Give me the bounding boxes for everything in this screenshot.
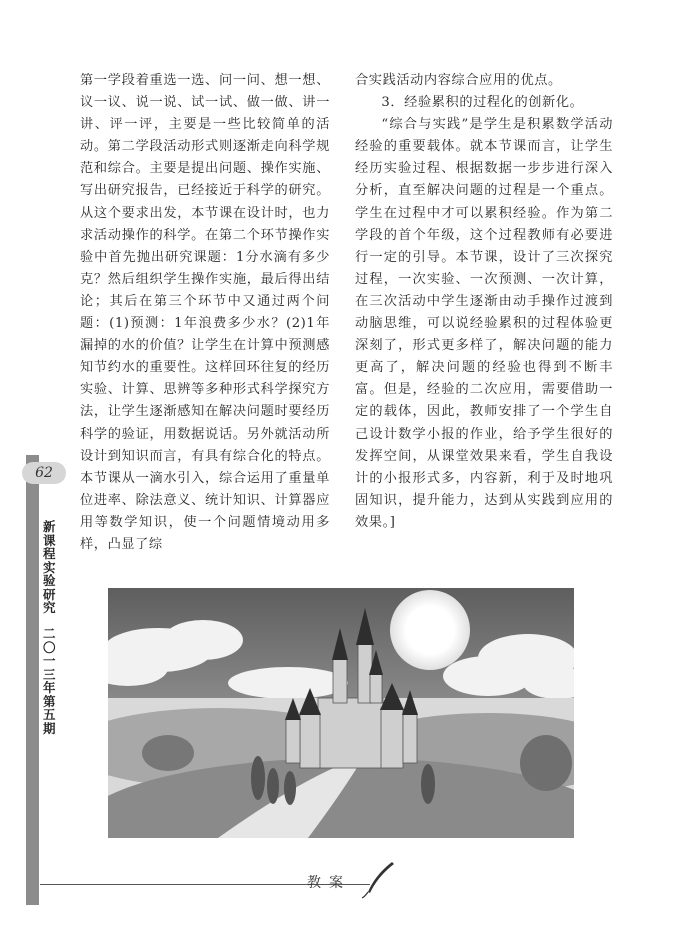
left-paragraph: 第一学段着重选一选、问一问、想一想、议一议、说一说、试一试、做一做、讲一讲、评一评，主要是一些比较简单的活动。第二学段活动形式则逐渐走向科学规范和综合。主要是提出问题、操作实施、写出研究报告，已经接近于科学的研究。从这个要求出发，本节课在设计时，也力求活动操作的科学。在第二个环节操作实验中首先抛出研究课题：1分水滴有多少克？然后组织学生操作实施，最后得出结论；其后在第三个环节中又通过两个问题：(1)预测：1年浪费多少水？(2)1年漏掉的水的价值？让学生在计算中预测感知节约水的重要性。这样回环往复的经历实验、计算、思辨等多种形式科学探究方法，让学生逐渐感知在解决问题时要经历科学的验证，用数据说话。另外就活动所设计到知识而言，有具有综合化的特点。本节课从一滴水引入，综合运用了重量单位进率、除法意义、统计知识、计算器应用等数学知识，使一个问题情境动用多样，凸显了综 <box>80 73 330 552</box>
moon <box>390 590 470 670</box>
section-heading: 3．经验累积的过程化的创新化。 <box>381 95 584 111</box>
right-paragraph: “综合与实践”是学生是积累数学活动经验的重要载体。就本节课而言，让学生经历实验过程、根据数据一步步进行深入分析，直至解决问题的过程是一个重点。学生在过程中才可以累积经验。作为第二学段的首个年级，这个过程教师有必要进行一定的引导。本节课，设计了三次探究过程，一次实验、一次预测、一次计算，在三次活动中学生逐渐由动手操作过渡到动脑思维，可以说经验累积的过程体验更深刻了，形式更多样了，解决问题的能力更高了，解决问题的经验也得到不断丰富。但是，经验的二次应用，需要借助一定的载体，因此，教师安排了一个学生自己设计数学小报的作业，给予学生很好的发挥空间，从课堂效果来看，学生自我设计的小报形式多，内容新，利于及时地巩固知识，提升能力，达到从实践到应用的效果。] <box>355 117 613 530</box>
right-text-column <box>355 70 613 534</box>
quill-icon <box>360 860 400 900</box>
journal-issue: 二〇一三年第五期 <box>43 626 56 736</box>
left-text-column <box>80 70 330 556</box>
castle-illustration <box>108 588 574 838</box>
side-strip <box>26 455 39 905</box>
right-paragraph-continued: 合实践活动内容综合应用的优点。 <box>355 73 562 88</box>
page-number: 62 <box>22 462 66 484</box>
footer-label: 教案 <box>307 875 351 891</box>
journal-name: 新课程实验研究 <box>43 519 56 615</box>
